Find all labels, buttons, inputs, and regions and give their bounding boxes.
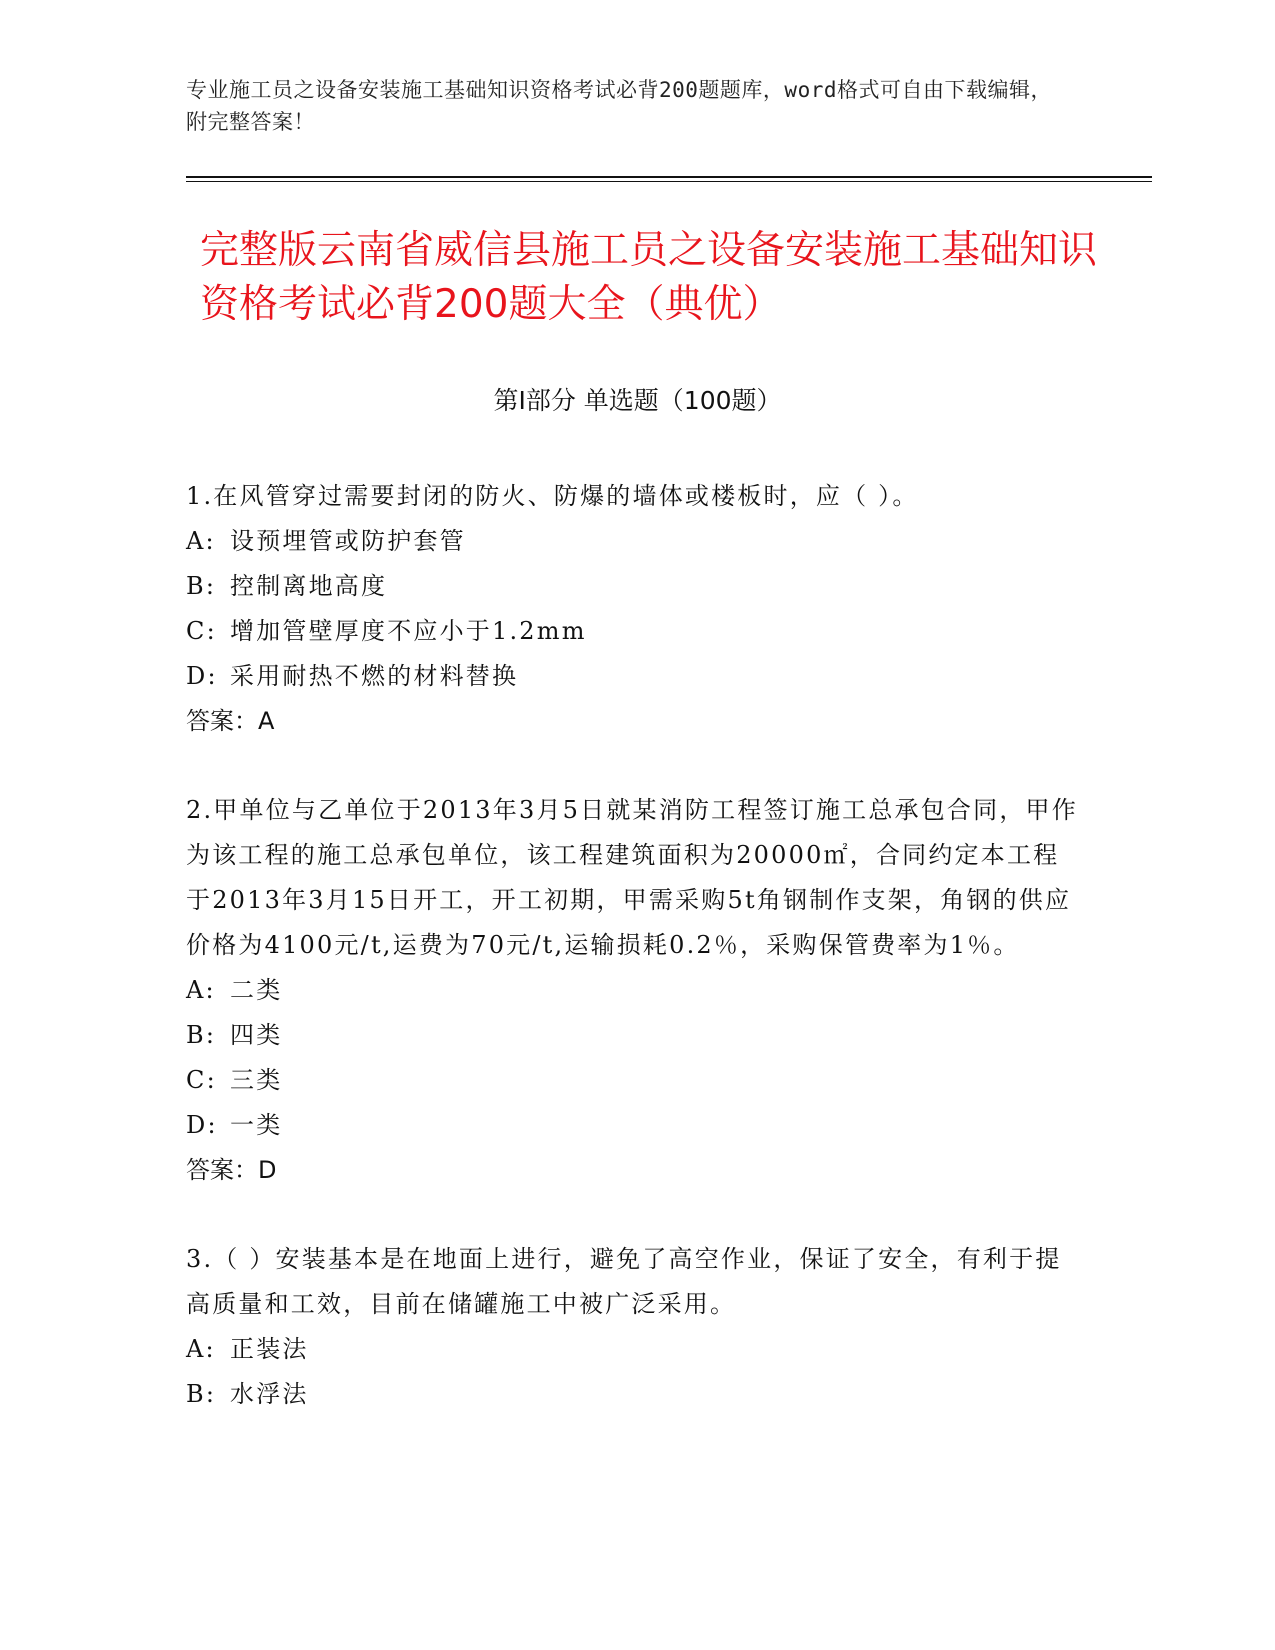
option-text: 水浮法 <box>230 1380 309 1408</box>
option-letter: A: <box>186 976 216 1004</box>
option-letter: C: <box>186 617 217 645</box>
question-stem: 1.在风管穿过需要封闭的防火、防爆的墙体或楼板时，应（ ）。 <box>186 482 919 510</box>
option-letter: D: <box>186 662 218 690</box>
option-letter: B: <box>186 1380 217 1408</box>
question-stem: 3.（ ）安装基本是在地面上进行，避免了高空作业，保证了安全，有利于提高质量和工效，目前在储罐施工中被广泛采用。 <box>186 1245 1062 1318</box>
question-1 <box>186 474 1078 744</box>
question-option-b <box>186 564 1078 609</box>
option-text: 二类 <box>230 976 283 1004</box>
option-letter: C: <box>186 1066 217 1094</box>
question-option-a <box>186 519 1078 564</box>
question-option-d <box>186 654 1078 699</box>
option-text: 四类 <box>230 1021 283 1049</box>
question-option-d <box>186 1103 1078 1148</box>
option-text: 三类 <box>230 1066 283 1094</box>
option-text: 设预埋管或防护套管 <box>230 527 466 555</box>
section-title: 第Ⅰ部分 单选题（100题） <box>493 386 782 415</box>
question-option-a <box>186 1327 1078 1372</box>
question-option-c <box>186 1058 1078 1103</box>
question-answer: 答案：A <box>186 707 275 735</box>
header-divider-thick <box>186 176 1152 178</box>
option-text: 一类 <box>230 1111 283 1139</box>
option-letter: B: <box>186 572 217 600</box>
header-note: 专业施工员之设备安装施工基础知识资格考试必背200题题库，word格式可自由下载编辑，附完整答案！ <box>186 78 1052 134</box>
option-letter: B: <box>186 1021 217 1049</box>
option-text: 增加管壁厚度不应小于1.2mm <box>230 617 587 645</box>
option-text: 正装法 <box>230 1335 309 1363</box>
question-option-b <box>186 1372 1078 1417</box>
question-stem: 2.甲单位与乙单位于2013年3月5日就某消防工程签订施工总承包合同，甲作为该工程的施工总承包单位，该工程建筑面积为20000㎡，合同约定本工程于2013年3月15日开工，开工初期，甲需采购5t角钢制作支架，角钢的供应价格为4100元/t,运费为70元/t,运输损耗0.2％，采购保管费率为1％。 <box>186 796 1078 959</box>
option-letter: D: <box>186 1111 218 1139</box>
question-answer: 答案：D <box>186 1156 277 1184</box>
option-letter: A: <box>186 1335 216 1363</box>
question-option-a <box>186 968 1078 1013</box>
header-divider-thin <box>186 181 1152 182</box>
question-list <box>186 474 1078 1461</box>
question-option-b <box>186 1013 1078 1058</box>
question-option-c <box>186 609 1078 654</box>
option-letter: A: <box>186 527 216 555</box>
question-2 <box>186 788 1078 1193</box>
question-3 <box>186 1237 1078 1417</box>
option-text: 控制离地高度 <box>230 572 388 600</box>
document-title: 完整版云南省威信县施工员之设备安装施工基础知识资格考试必背200题大全（典优） <box>200 228 1098 327</box>
option-text: 采用耐热不燃的材料替换 <box>230 662 519 690</box>
